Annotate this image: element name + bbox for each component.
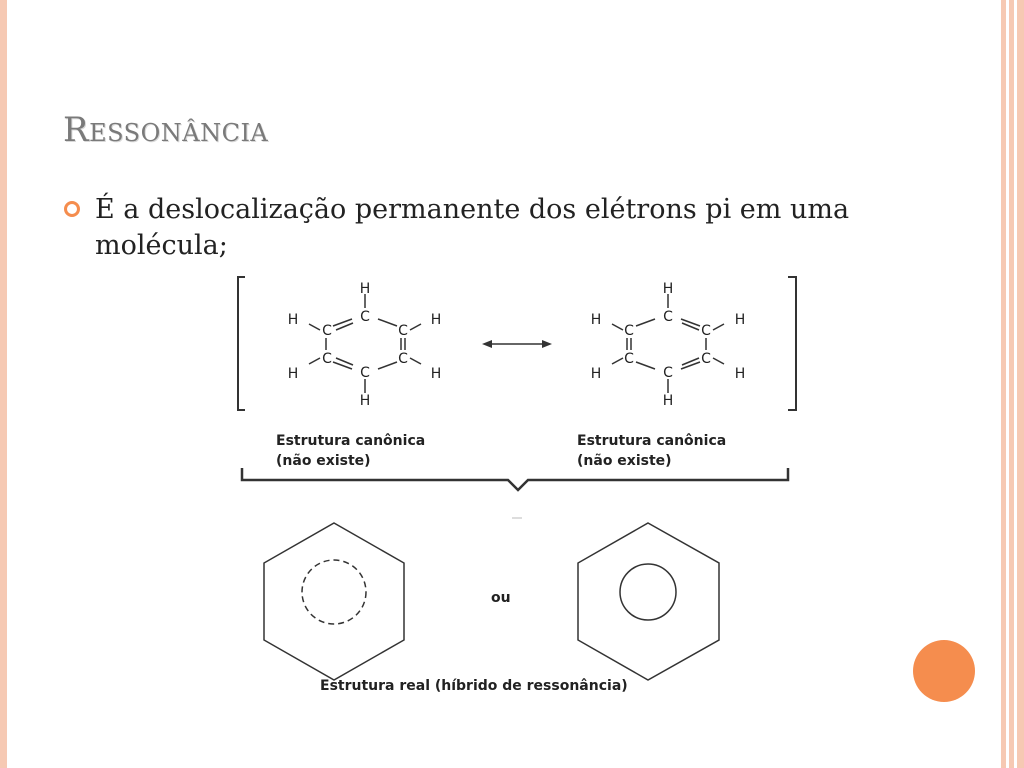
atom-c: C: [701, 351, 711, 367]
underbrace: [242, 468, 788, 490]
atom-c: C: [663, 365, 673, 381]
resonance-diagram: [230, 272, 800, 702]
atom-h: H: [359, 281, 371, 297]
decorative-orange-circle: [913, 640, 975, 702]
atom-h: H: [430, 312, 442, 328]
atom-c: C: [398, 351, 408, 367]
slide-left-border: [0, 0, 7, 768]
left-canonical-label-line2: (não existe): [276, 453, 371, 469]
or-label: ou: [491, 590, 511, 606]
atom-h: H: [590, 312, 602, 328]
atom-c: C: [322, 351, 332, 367]
atom-h: H: [359, 393, 371, 409]
bullet-circle-icon: [64, 201, 80, 217]
atom-h: H: [287, 366, 299, 382]
hybrid-hexagon-dashed: [264, 523, 404, 680]
hybrid-hexagon-solid: [578, 523, 719, 680]
atom-c: C: [398, 323, 408, 339]
atom-h: H: [430, 366, 442, 382]
atom-c: C: [663, 309, 673, 325]
atom-c: C: [322, 323, 332, 339]
bullet-text: É a deslocalização permanente dos elétrons pi em uma molécula;: [95, 194, 850, 261]
resonance-arrow: [482, 340, 552, 348]
right-canonical-label-line1: Estrutura canônica: [577, 433, 727, 449]
slide-right-stripes: [974, 0, 1024, 768]
atom-h: H: [287, 312, 299, 328]
right-canonical-label-line2: (não existe): [577, 453, 672, 469]
atom-c: C: [701, 323, 711, 339]
atom-h: H: [590, 366, 602, 382]
atom-c: C: [360, 365, 370, 381]
slide-title: Ressonância: [63, 110, 269, 150]
atom-c: C: [624, 351, 634, 367]
atom-h: H: [734, 366, 746, 382]
atom-h: H: [734, 312, 746, 328]
real-structure-label: Estrutura real (híbrido de ressonância): [320, 678, 628, 694]
bullet-item: [64, 192, 904, 264]
left-canonical-label-line1: Estrutura canônica: [276, 433, 426, 449]
atom-c: C: [624, 323, 634, 339]
atom-h: H: [662, 281, 674, 297]
atom-c: C: [360, 309, 370, 325]
atom-h: H: [662, 393, 674, 409]
